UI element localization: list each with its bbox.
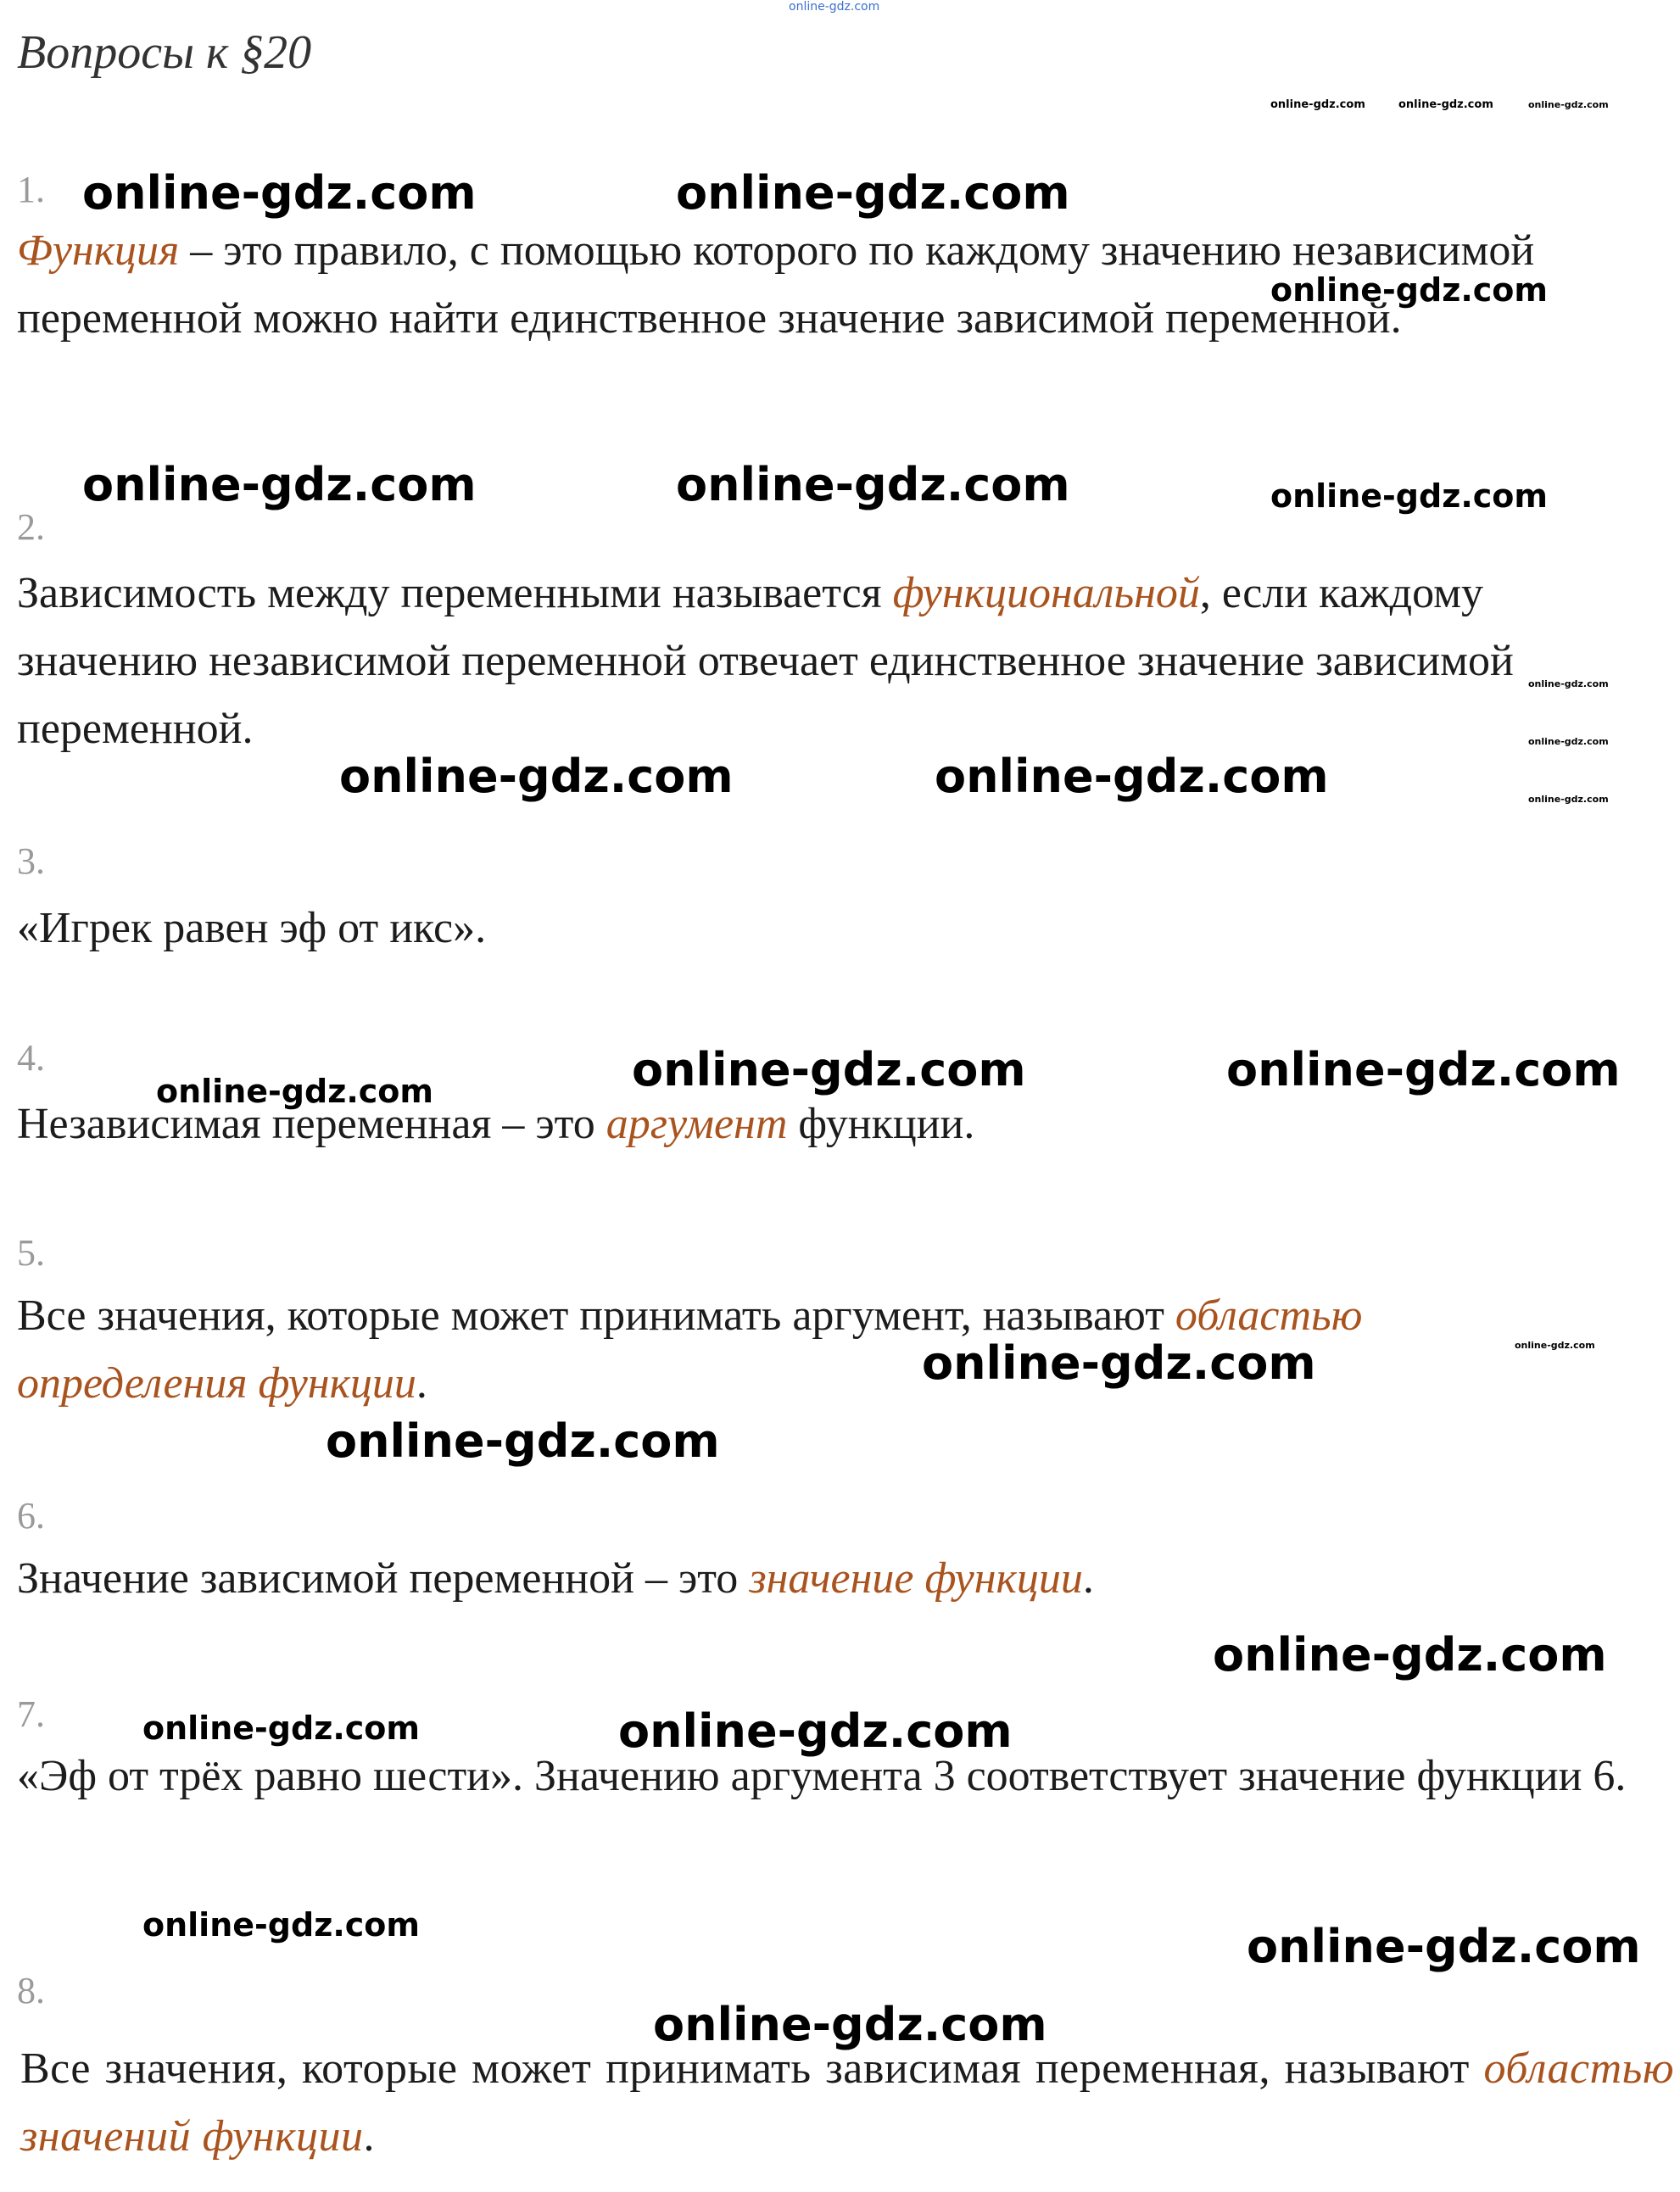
highlighted-term: областью значений функции	[20, 2044, 1674, 2161]
answer-text	[17, 895, 1671, 962]
text-segment: функции.	[787, 1100, 975, 1148]
watermark: online-gdz.com	[1213, 1628, 1607, 1682]
text-segment: – это правило, с помощью которого по каждому значению независимой переменной можно найти единственное значение зависимой переменной.	[17, 226, 1535, 343]
answer-text	[17, 560, 1671, 763]
watermark: online-gdz.com	[82, 166, 477, 220]
question-number: 7.	[17, 1693, 45, 1735]
watermark: online-gdz.com	[82, 458, 477, 511]
question-number: 4.	[17, 1037, 45, 1079]
watermark: online-gdz.com	[653, 1998, 1047, 2051]
text-segment: Независимая переменная – это	[17, 1100, 606, 1148]
question-number: 1.	[17, 169, 45, 210]
text-segment: Все значения, которые может принимать зависимая переменная, называют	[20, 2044, 1484, 2093]
watermark: online-gdz.com	[142, 1906, 420, 1944]
watermark: online-gdz.com	[1398, 98, 1493, 111]
text-segment: .	[1082, 1554, 1094, 1603]
answer-text	[17, 1545, 1671, 1613]
highlighted-term: областью определения функции	[17, 1291, 1363, 1408]
highlighted-term: аргумент	[606, 1100, 788, 1148]
watermark: online-gdz.com	[618, 1704, 1013, 1758]
question-number: 6.	[17, 1495, 45, 1537]
text-segment: .	[416, 1359, 427, 1408]
question-number: 8.	[17, 1970, 45, 2011]
question-number: 5.	[17, 1232, 45, 1274]
watermark: online-gdz.com	[1528, 736, 1609, 747]
watermark: online-gdz.com	[1247, 1920, 1641, 1973]
watermark: online-gdz.com	[922, 1336, 1316, 1390]
watermark: online-gdz.com	[1528, 678, 1609, 689]
page-title: Вопросы к §20	[17, 26, 312, 79]
text-segment: , если каждому значению независимой переменной отвечает единственное значение зависимой переменной.	[17, 569, 1514, 753]
highlighted-term: функциональной	[892, 569, 1200, 617]
text-segment: «Эф от трёх равно шести». Значению аргумента 3 соответствует значение функции 6.	[17, 1752, 1627, 1800]
watermark: online-gdz.com	[676, 166, 1070, 220]
text-segment: Значение зависимой переменной – это	[17, 1554, 750, 1603]
text-segment: Все значения, которые может принимать аргумент, называют	[17, 1291, 1175, 1340]
text-segment: «Игрек равен эф от икс».	[17, 904, 487, 952]
question-number: 3.	[17, 840, 45, 882]
answer-text	[20, 2035, 1674, 2171]
watermark: online-gdz.com	[1270, 271, 1548, 309]
highlighted-term: значение функции	[749, 1554, 1083, 1603]
watermark: online-gdz.com	[632, 1043, 1026, 1096]
watermark: online-gdz.com	[1270, 98, 1365, 111]
watermark: online-gdz.com	[156, 1073, 433, 1110]
watermark: online-gdz.com	[339, 750, 734, 803]
watermark: online-gdz.com	[326, 1414, 720, 1468]
answer-text	[17, 1282, 1569, 1418]
watermark: online-gdz.com	[142, 1710, 420, 1747]
watermark: online-gdz.com	[935, 750, 1329, 803]
watermark: online-gdz.com	[1528, 794, 1609, 805]
watermark: online-gdz.com	[1226, 1043, 1621, 1096]
watermark: online-gdz.com	[1270, 477, 1548, 515]
watermark: online-gdz.com	[1528, 99, 1609, 110]
text-segment: Зависимость между переменными называется	[17, 569, 893, 617]
highlighted-term: Функция	[17, 226, 180, 275]
watermark: online-gdz.com	[1515, 1340, 1595, 1351]
text-segment: .	[363, 2112, 375, 2161]
watermark-top: online-gdz.com	[789, 0, 880, 14]
question-number: 2.	[17, 506, 45, 548]
watermark: online-gdz.com	[676, 458, 1070, 511]
